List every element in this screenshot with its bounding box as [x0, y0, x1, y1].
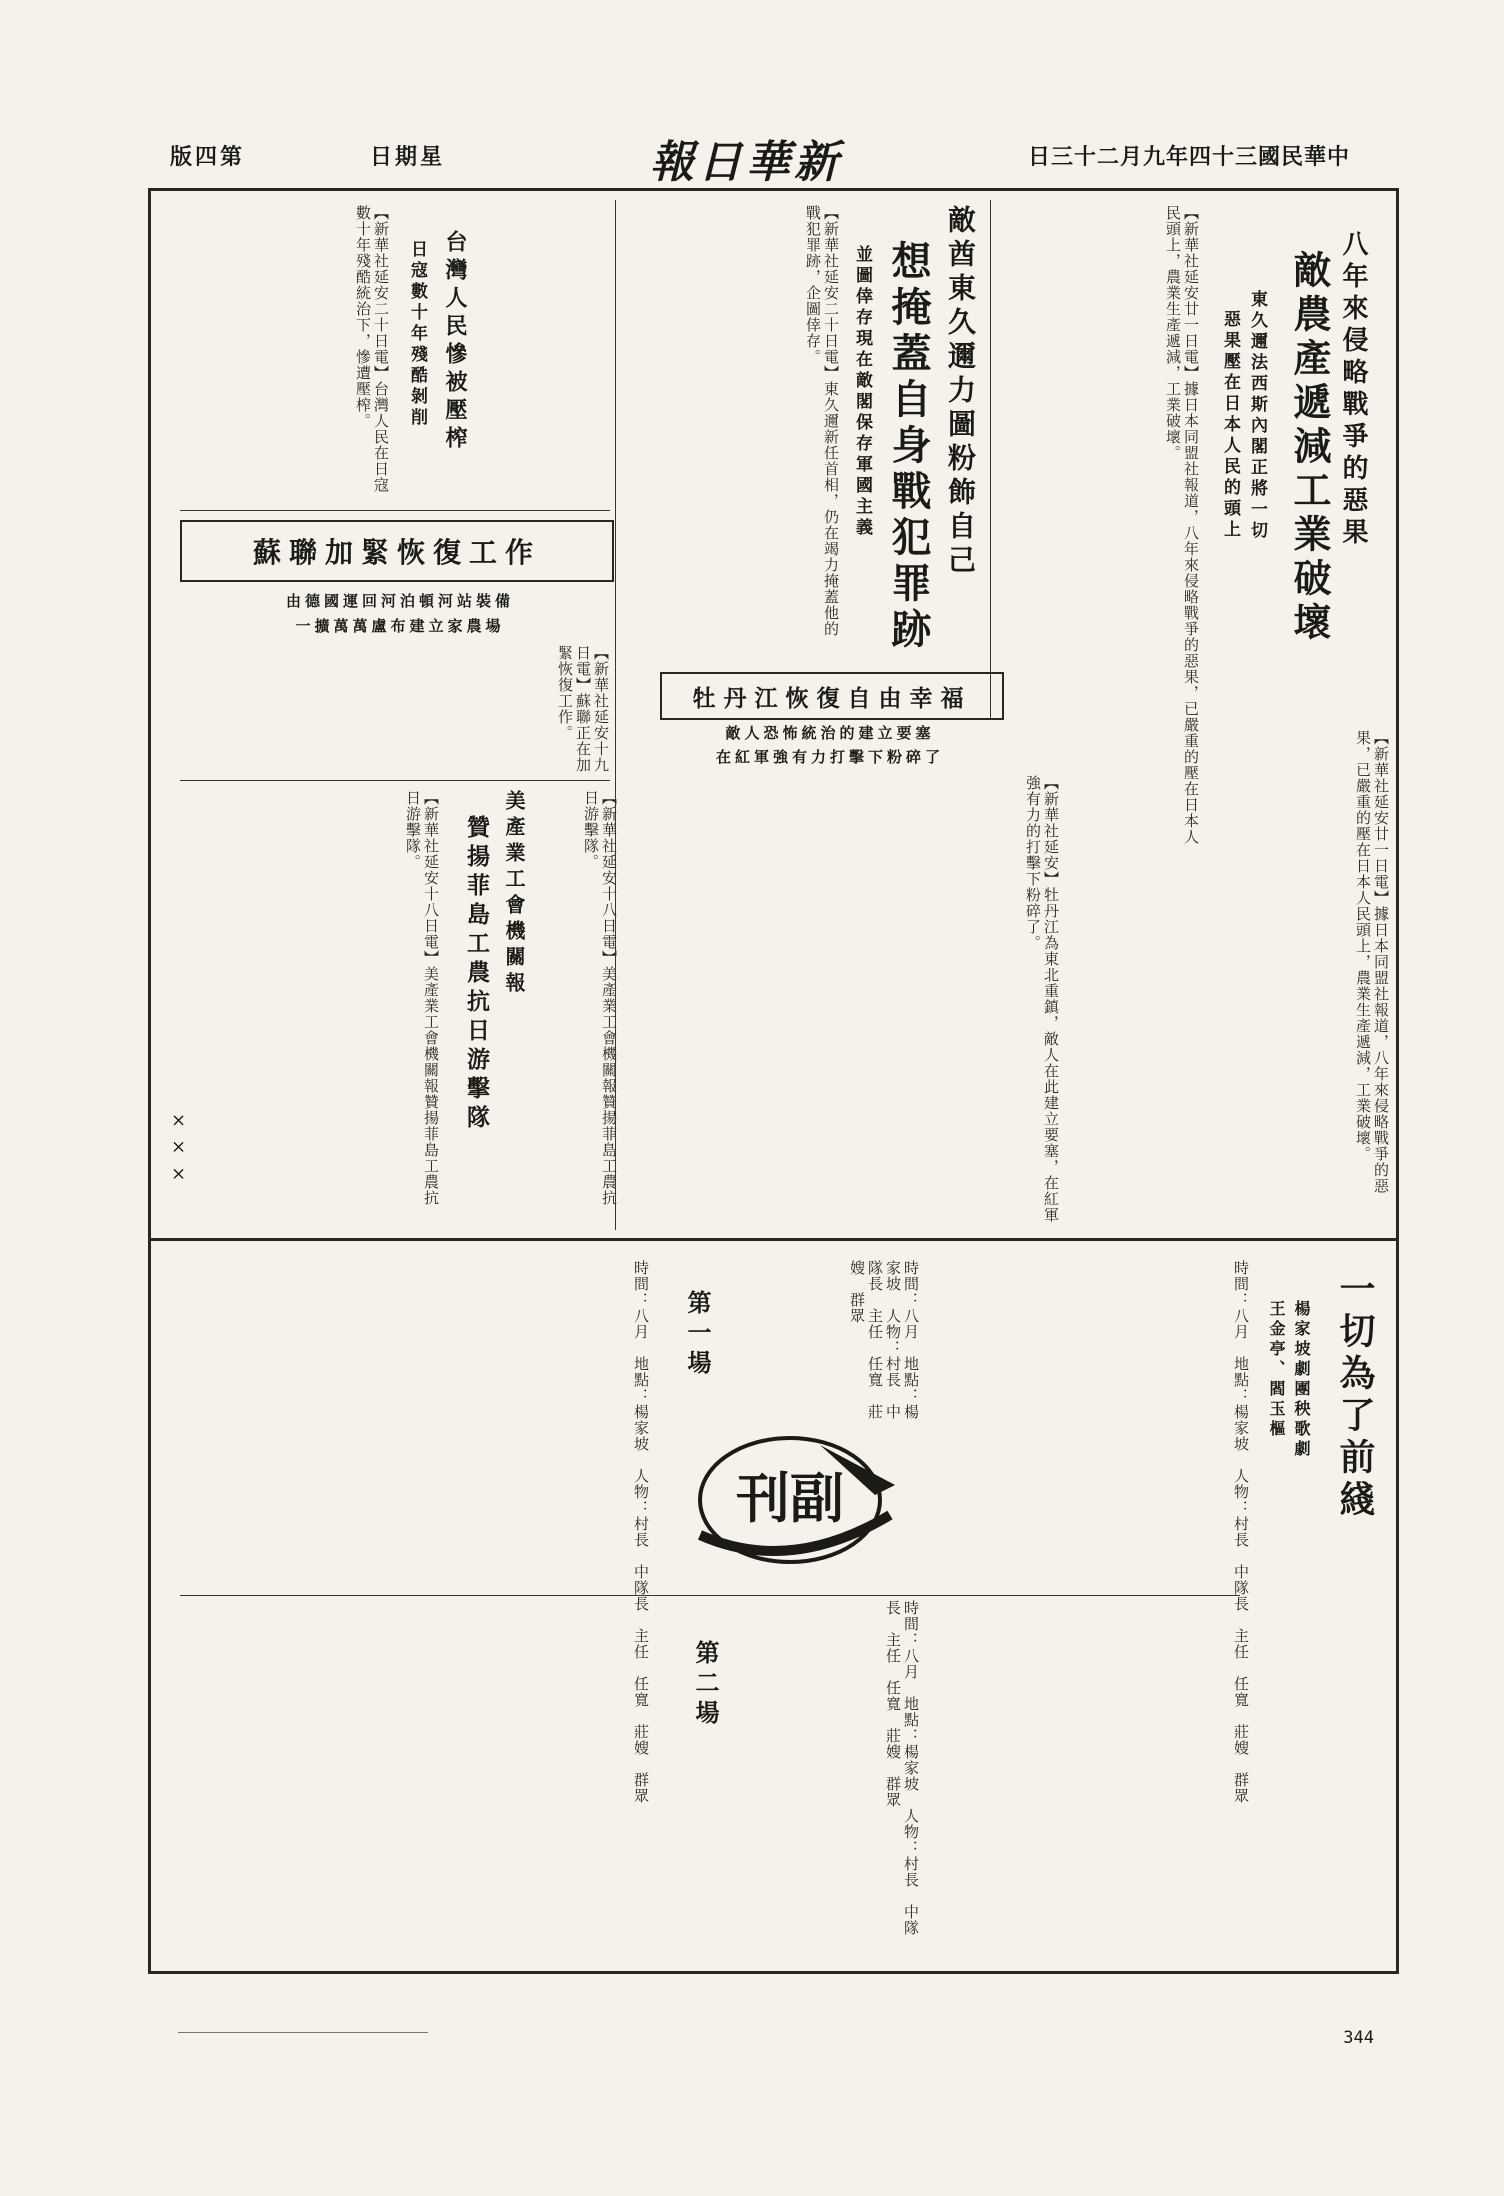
article-4-box-headline: 蘇聯加緊恢復工作 [180, 520, 614, 582]
article-1-headline-2: 敵農產遞減工業破壞 [1287, 250, 1332, 646]
separator-marks: × × × [168, 1110, 189, 1185]
weekday-label: 日期星 [370, 144, 446, 170]
article-2-headline-2: 想掩蓋自身戰犯罪跡 [885, 240, 932, 654]
supplement-title: 一切為了前綫 [1334, 1270, 1376, 1522]
article-6-headline: 美產業工會機關報 [502, 790, 526, 998]
page-number: 344 [1343, 2028, 1374, 2048]
article-1-body: 【新華社延安廿一日電】據日本同盟社報道，八年來侵略戰爭的惡果，已嚴重的壓在日本人民頭上，農業生產遞減，工業破壞。 [1164, 205, 1200, 845]
article-4-body: 【新華社延安十九日電】蘇聯正在加緊恢復工作。 [556, 645, 610, 773]
article-4-subhead-1: 由德國運回河泊頓河站裝備 [285, 592, 514, 610]
article-5-subhead-2: 在紅軍強有力打擊下粉碎了 [715, 748, 944, 766]
article-1-subhead-2: 惡果壓在日本人民的頭上 [1220, 310, 1240, 541]
supplement-authors: 王金亭、閻玉樞 [1267, 1300, 1286, 1440]
scene-1-heading: 第一場 [683, 1290, 712, 1380]
newspaper-title: 報日華新 [650, 137, 842, 188]
article-1-subhead-1: 東久邇法西斯內閣正將一切 [1247, 290, 1267, 542]
article-6-body: 【新華社延安十八日電】美產業工會機關報贊揚菲島工農抗日游擊隊。 [404, 790, 440, 1206]
row-rule [180, 510, 610, 511]
supplement-logo [670, 1425, 910, 1575]
article-6-subhead: 贊揚菲島工農抗日游擊隊 [463, 815, 490, 1134]
article-3-headline: 台灣人民慘被壓榨 [442, 230, 468, 454]
masthead [170, 132, 1350, 188]
article-2-body: 【新華社延安二十日電】東久邇新任首相，仍在竭力掩蓋他的戰犯罪跡，企圖倖存。 [804, 205, 840, 637]
edition-label: 版四第 [170, 144, 246, 170]
supplement-byline: 楊家坡劇團秧歌劇 [1292, 1300, 1311, 1460]
supplement-body-lower-mid: 時間：八月 地點：楊家坡 人物：村長 中隊長 主任 任寬 莊嫂 群眾 [884, 1600, 920, 1936]
scene-2-heading: 第二場 [691, 1640, 720, 1730]
article-5-box-headline: 牡丹江恢復自由幸福 [660, 672, 1004, 720]
supplement-body-mid: 時間：八月 地點：楊家坡 人物：村長 中隊長 主任 任寬 莊嫂 群眾 [848, 1260, 920, 1420]
article-4-subhead-2: 一擴萬萬盧布建立家農場 [295, 617, 505, 635]
supplement-logo-text: 刊副 [736, 1466, 844, 1530]
article-5-subhead-1: 敵人恐怖統治的建立要塞 [725, 724, 935, 742]
section-divider [148, 1238, 1399, 1241]
supplement-body-right: 時間：八月 地點：楊家坡 人物：村長 中隊長 主任 任寬 莊嫂 群眾 [1232, 1260, 1250, 1804]
article-6-body-cont: 【新華社延安十八日電】美產業工會機關報贊揚菲島工農抗日游擊隊。 [582, 790, 618, 1206]
column-rule [615, 200, 616, 1230]
article-5-body: 【新華社延安】牡丹江為東北重鎮，敵人在此建立要塞，在紅軍強有力的打擊下粉碎了。 [1024, 775, 1060, 1223]
issue-date: 日三十二月九年四十三國民華中 [1027, 144, 1350, 170]
row-rule [180, 1595, 1240, 1596]
bottom-rule [178, 2032, 428, 2033]
article-2-subhead: 並圖倖存現在敵閣保存軍國主義 [852, 245, 872, 539]
article-2-headline-1: 敵酋東久邇力圖粉飾自己 [944, 205, 977, 579]
row-rule [180, 780, 610, 781]
supplement-body-left: 時間：八月 地點：楊家坡 人物：村長 中隊長 主任 任寬 莊嫂 群眾 [632, 1260, 650, 1804]
column-rule [990, 200, 991, 720]
article-3-body: 【新華社延安二十日電】台灣人民在日寇數十年殘酷統治下，慘遭壓榨。 [354, 205, 390, 493]
article-1-body-cont: 【新華社延安廿一日電】據日本同盟社報道，八年來侵略戰爭的惡果，已嚴重的壓在日本人民頭上，農業生產遞減，工業破壞。 [1354, 730, 1390, 1194]
article-3-subhead: 日寇數十年殘酷剝削 [407, 240, 427, 429]
article-1-headline-1: 八年來侵略戰爭的惡果 [1338, 230, 1368, 550]
